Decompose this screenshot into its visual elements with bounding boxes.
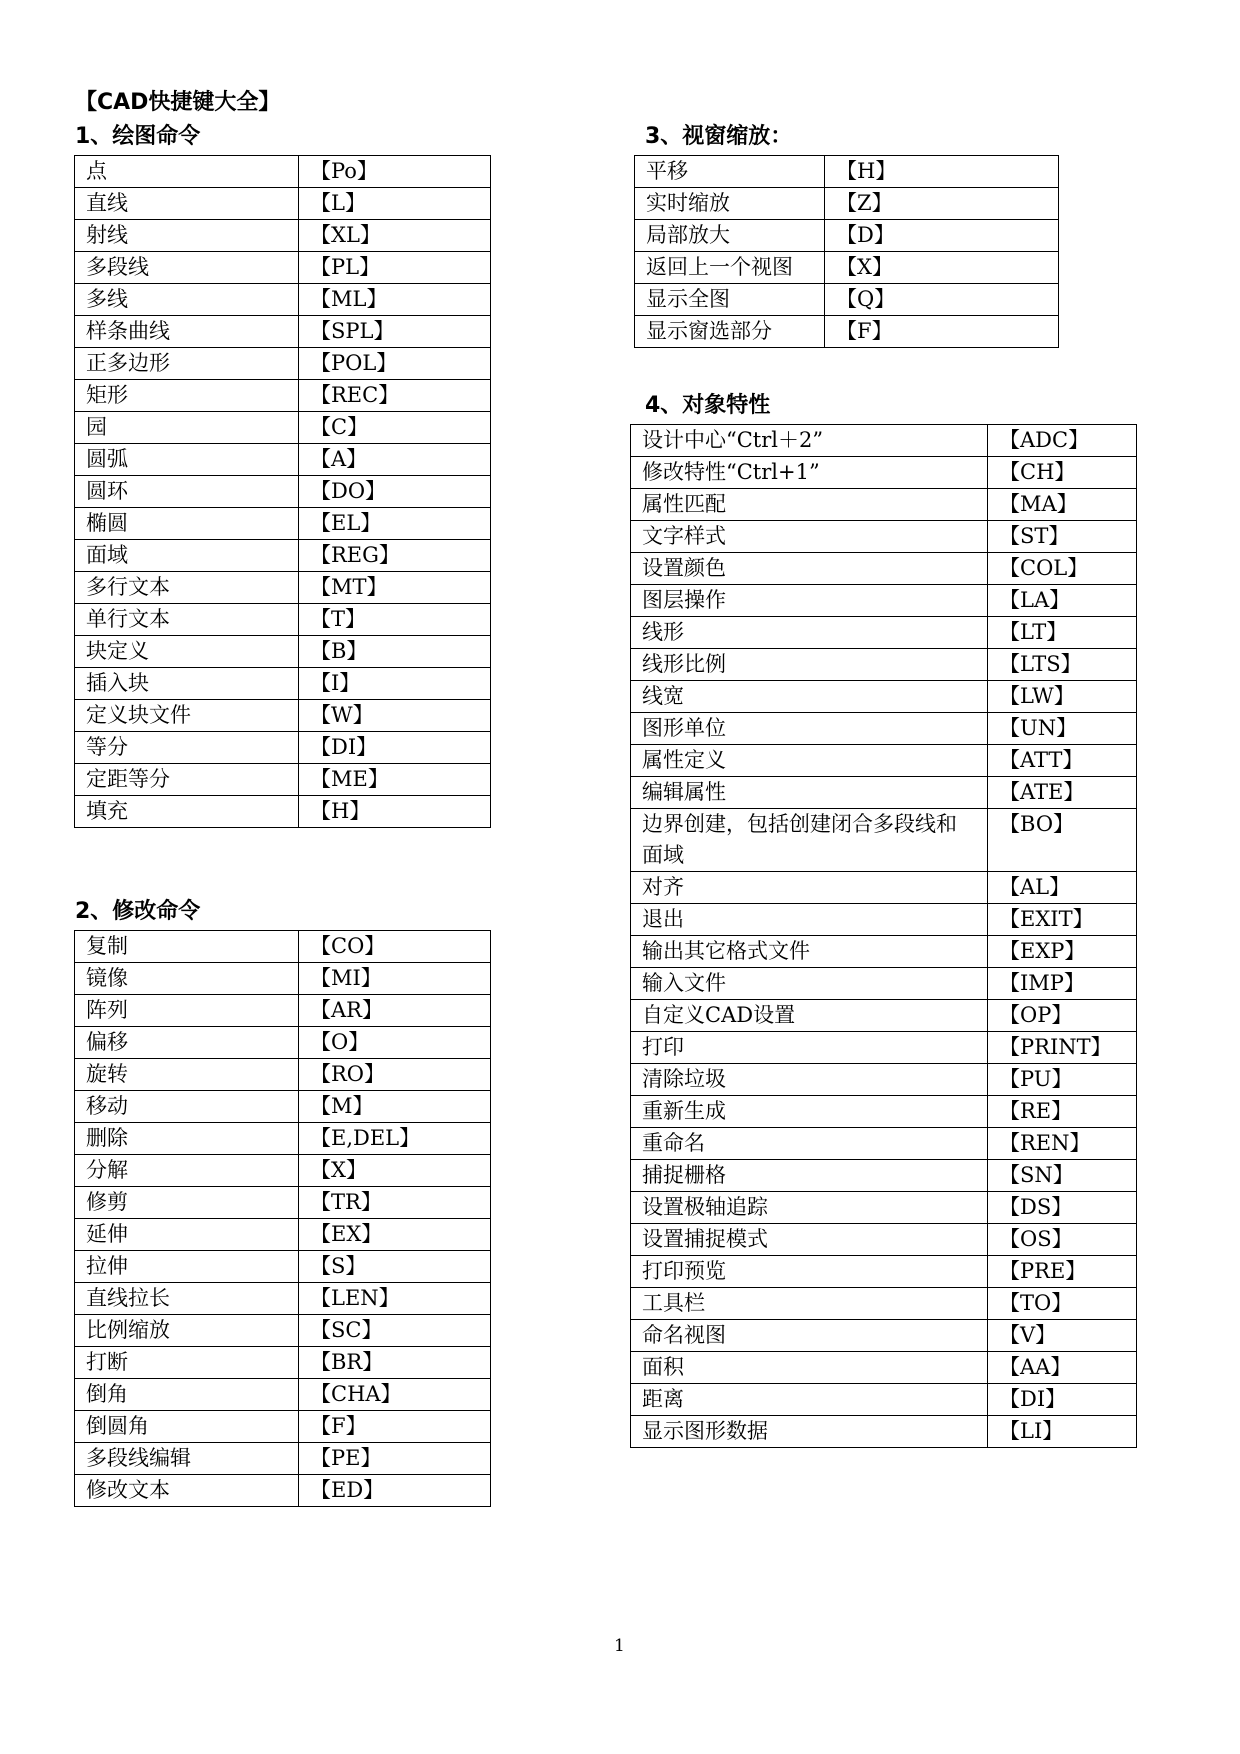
command-name: 正多边形 (75, 348, 299, 380)
command-name: 椭圆 (75, 508, 299, 540)
command-name: 属性匹配 (631, 489, 988, 521)
table-row (75, 1475, 491, 1507)
shortcut-key: 【AA】 (988, 1352, 1137, 1384)
shortcut-key: 【MI】 (299, 963, 491, 995)
command-name: 捕捉栅格 (631, 1160, 988, 1192)
shortcut-key: 【COL】 (988, 553, 1137, 585)
command-name: 镜像 (75, 963, 299, 995)
shortcut-key: 【ATE】 (988, 777, 1137, 809)
command-name: 线宽 (631, 681, 988, 713)
table-row (631, 1160, 1137, 1192)
table-row (631, 745, 1137, 777)
shortcut-key: 【ME】 (299, 764, 491, 796)
shortcut-key: 【RE】 (988, 1096, 1137, 1128)
shortcut-key: 【OP】 (988, 1000, 1137, 1032)
command-name: 修改文本 (75, 1475, 299, 1507)
table-row (75, 700, 491, 732)
command-name: 图形单位 (631, 713, 988, 745)
shortcut-key: 【EX】 (299, 1219, 491, 1251)
command-name: 多行文本 (75, 572, 299, 604)
shortcut-key: 【I】 (299, 668, 491, 700)
command-name: 拉伸 (75, 1251, 299, 1283)
zoom-commands-table (634, 155, 1059, 348)
shortcut-key: 【BO】 (988, 809, 1137, 872)
command-name: 显示窗选部分 (635, 316, 825, 348)
command-name: 修剪 (75, 1187, 299, 1219)
modify-commands-table (74, 930, 491, 1507)
shortcut-key: 【LTS】 (988, 649, 1137, 681)
command-name: 倒圆角 (75, 1411, 299, 1443)
table-row (75, 604, 491, 636)
command-name: 多段线编辑 (75, 1443, 299, 1475)
command-name: 样条曲线 (75, 316, 299, 348)
table-row (75, 1027, 491, 1059)
table-row (75, 444, 491, 476)
command-name: 设计中心“Ctrl＋2” (631, 425, 988, 457)
command-name: 插入块 (75, 668, 299, 700)
command-name: 重新生成 (631, 1096, 988, 1128)
command-name: 清除垃圾 (631, 1064, 988, 1096)
shortcut-key: 【TR】 (299, 1187, 491, 1219)
shortcut-key: 【L】 (299, 188, 491, 220)
command-name: 比例缩放 (75, 1315, 299, 1347)
table-row (75, 220, 491, 252)
shortcut-key: 【M】 (299, 1091, 491, 1123)
command-name: 移动 (75, 1091, 299, 1123)
command-name: 延伸 (75, 1219, 299, 1251)
table-row (75, 572, 491, 604)
command-name: 复制 (75, 931, 299, 963)
shortcut-key: 【LI】 (988, 1416, 1137, 1448)
shortcut-key: 【LT】 (988, 617, 1137, 649)
command-name: 块定义 (75, 636, 299, 668)
command-name: 打印 (631, 1032, 988, 1064)
table-row (75, 1379, 491, 1411)
shortcut-key: 【PU】 (988, 1064, 1137, 1096)
table-row (635, 284, 1059, 316)
shortcut-key: 【F】 (299, 1411, 491, 1443)
shortcut-key: 【REG】 (299, 540, 491, 572)
table-row (75, 732, 491, 764)
shortcut-key: 【Z】 (825, 188, 1059, 220)
table-row (631, 521, 1137, 553)
section-heading-object: 4、对象特性 (645, 393, 771, 418)
table-row (75, 1443, 491, 1475)
table-row (631, 457, 1137, 489)
command-name: 点 (75, 156, 299, 188)
command-name: 编辑属性 (631, 777, 988, 809)
shortcut-key: 【B】 (299, 636, 491, 668)
command-name: 圆环 (75, 476, 299, 508)
table-row (75, 476, 491, 508)
table-row (631, 1384, 1137, 1416)
shortcut-key: 【UN】 (988, 713, 1137, 745)
shortcut-key: 【PRE】 (988, 1256, 1137, 1288)
shortcut-key: 【MT】 (299, 572, 491, 604)
table-row (631, 1224, 1137, 1256)
command-name: 显示图形数据 (631, 1416, 988, 1448)
command-name: 定义块文件 (75, 700, 299, 732)
command-name: 打断 (75, 1347, 299, 1379)
table-row (631, 1064, 1137, 1096)
shortcut-key: 【V】 (988, 1320, 1137, 1352)
table-row (631, 1256, 1137, 1288)
command-name: 线形比例 (631, 649, 988, 681)
command-name: 局部放大 (635, 220, 825, 252)
shortcut-key: 【CH】 (988, 457, 1137, 489)
command-name: 多段线 (75, 252, 299, 284)
table-row (631, 713, 1137, 745)
command-name: 命名视图 (631, 1320, 988, 1352)
table-row (631, 777, 1137, 809)
table-row (75, 348, 491, 380)
table-row (75, 1091, 491, 1123)
table-row (631, 1000, 1137, 1032)
shortcut-key: 【DI】 (299, 732, 491, 764)
table-row (75, 316, 491, 348)
page-number: 1 (614, 1636, 625, 1656)
command-name: 修改特性“Ctrl+1” (631, 457, 988, 489)
table-row (631, 872, 1137, 904)
table-row (631, 1096, 1137, 1128)
command-name: 倒角 (75, 1379, 299, 1411)
table-row (75, 412, 491, 444)
table-row (631, 1416, 1137, 1448)
command-name: 图层操作 (631, 585, 988, 617)
shortcut-key: 【E,DEL】 (299, 1123, 491, 1155)
section-heading-zoom: 3、视窗缩放： (645, 124, 793, 149)
shortcut-key: 【LW】 (988, 681, 1137, 713)
shortcut-key: 【SN】 (988, 1160, 1137, 1192)
shortcut-key: 【A】 (299, 444, 491, 476)
shortcut-key: 【SC】 (299, 1315, 491, 1347)
shortcut-key: 【DS】 (988, 1192, 1137, 1224)
table-row (635, 188, 1059, 220)
table-row (75, 540, 491, 572)
table-row (75, 1123, 491, 1155)
shortcut-key: 【ADC】 (988, 425, 1137, 457)
table-row (631, 1288, 1137, 1320)
table-row (631, 1128, 1137, 1160)
shortcut-key: 【RO】 (299, 1059, 491, 1091)
command-name: 工具栏 (631, 1288, 988, 1320)
section-heading-modify: 2、修改命令 (75, 899, 201, 924)
table-row (75, 1219, 491, 1251)
table-row (631, 585, 1137, 617)
command-name: 圆弧 (75, 444, 299, 476)
table-row (631, 936, 1137, 968)
shortcut-key: 【ML】 (299, 284, 491, 316)
shortcut-key: 【PRINT】 (988, 1032, 1137, 1064)
command-name: 删除 (75, 1123, 299, 1155)
table-row (631, 1032, 1137, 1064)
shortcut-key: 【EXP】 (988, 936, 1137, 968)
shortcut-key: 【REN】 (988, 1128, 1137, 1160)
table-row (631, 489, 1137, 521)
table-row (75, 1411, 491, 1443)
command-name: 射线 (75, 220, 299, 252)
table-row (75, 1187, 491, 1219)
command-name: 面域 (75, 540, 299, 572)
shortcut-key: 【REC】 (299, 380, 491, 412)
table-row (75, 931, 491, 963)
command-name: 定距等分 (75, 764, 299, 796)
command-name: 偏移 (75, 1027, 299, 1059)
table-row (635, 252, 1059, 284)
shortcut-key: 【LA】 (988, 585, 1137, 617)
table-row (75, 764, 491, 796)
command-name: 平移 (635, 156, 825, 188)
command-name: 直线拉长 (75, 1283, 299, 1315)
shortcut-key: 【OS】 (988, 1224, 1137, 1256)
shortcut-key: 【Po】 (299, 156, 491, 188)
command-name: 返回上一个视图 (635, 252, 825, 284)
command-name: 输出其它格式文件 (631, 936, 988, 968)
shortcut-key: 【LEN】 (299, 1283, 491, 1315)
table-row (635, 156, 1059, 188)
table-row (635, 220, 1059, 252)
table-row (75, 1155, 491, 1187)
shortcut-key: 【F】 (825, 316, 1059, 348)
command-name: 等分 (75, 732, 299, 764)
command-name: 设置颜色 (631, 553, 988, 585)
shortcut-key: 【SPL】 (299, 316, 491, 348)
shortcut-key: 【IMP】 (988, 968, 1137, 1000)
table-row (75, 796, 491, 828)
command-name: 多线 (75, 284, 299, 316)
command-name: 实时缩放 (635, 188, 825, 220)
command-name: 单行文本 (75, 604, 299, 636)
shortcut-key: 【EXIT】 (988, 904, 1137, 936)
shortcut-key: 【ED】 (299, 1475, 491, 1507)
shortcut-key: 【MA】 (988, 489, 1137, 521)
table-row (75, 252, 491, 284)
shortcut-key: 【CO】 (299, 931, 491, 963)
table-row (75, 636, 491, 668)
shortcut-key: 【XL】 (299, 220, 491, 252)
table-row (75, 156, 491, 188)
shortcut-key: 【ST】 (988, 521, 1137, 553)
table-row (75, 963, 491, 995)
section-heading-draw: 1、绘图命令 (75, 124, 201, 149)
command-name: 显示全图 (635, 284, 825, 316)
command-name: 自定义CAD设置 (631, 1000, 988, 1032)
shortcut-key: 【O】 (299, 1027, 491, 1059)
command-name: 对齐 (631, 872, 988, 904)
command-name: 旋转 (75, 1059, 299, 1091)
table-row (631, 553, 1137, 585)
shortcut-key: 【EL】 (299, 508, 491, 540)
command-name: 阵列 (75, 995, 299, 1027)
command-name: 分解 (75, 1155, 299, 1187)
shortcut-key: 【BR】 (299, 1347, 491, 1379)
table-row (75, 668, 491, 700)
table-row (75, 1059, 491, 1091)
table-row (75, 380, 491, 412)
object-properties-table (630, 424, 1137, 1448)
command-name: 园 (75, 412, 299, 444)
table-row (75, 1347, 491, 1379)
table-row (631, 904, 1137, 936)
table-row (75, 1251, 491, 1283)
command-name: 面积 (631, 1352, 988, 1384)
shortcut-key: 【TO】 (988, 1288, 1137, 1320)
table-row (75, 508, 491, 540)
command-name: 距离 (631, 1384, 988, 1416)
shortcut-key: 【ATT】 (988, 745, 1137, 777)
command-name: 文字样式 (631, 521, 988, 553)
table-row (631, 1352, 1137, 1384)
command-name: 重命名 (631, 1128, 988, 1160)
table-row (635, 316, 1059, 348)
shortcut-key: 【D】 (825, 220, 1059, 252)
table-row (75, 1315, 491, 1347)
table-row (75, 188, 491, 220)
shortcut-key: 【DO】 (299, 476, 491, 508)
shortcut-key: 【W】 (299, 700, 491, 732)
table-row (75, 1283, 491, 1315)
shortcut-key: 【C】 (299, 412, 491, 444)
command-name: 输入文件 (631, 968, 988, 1000)
command-name: 线形 (631, 617, 988, 649)
document-title: 【CAD快捷键大全】 (75, 90, 281, 115)
shortcut-key: 【POL】 (299, 348, 491, 380)
shortcut-key: 【H】 (299, 796, 491, 828)
table-row (631, 1192, 1137, 1224)
command-name: 直线 (75, 188, 299, 220)
shortcut-key: 【Q】 (825, 284, 1059, 316)
command-name: 设置极轴追踪 (631, 1192, 988, 1224)
draw-commands-table (74, 155, 491, 828)
table-row (75, 284, 491, 316)
shortcut-key: 【PE】 (299, 1443, 491, 1475)
table-row (631, 809, 1137, 872)
table-row (631, 617, 1137, 649)
shortcut-key: 【X】 (299, 1155, 491, 1187)
shortcut-key: 【AR】 (299, 995, 491, 1027)
command-name: 填充 (75, 796, 299, 828)
table-row (631, 968, 1137, 1000)
shortcut-key: 【X】 (825, 252, 1059, 284)
table-row (75, 995, 491, 1027)
command-name: 边界创建，包括创建闭合多段线和面域 (631, 809, 988, 872)
shortcut-key: 【DI】 (988, 1384, 1137, 1416)
shortcut-key: 【PL】 (299, 252, 491, 284)
table-row (631, 649, 1137, 681)
command-name: 打印预览 (631, 1256, 988, 1288)
table-row (631, 681, 1137, 713)
command-name: 退出 (631, 904, 988, 936)
shortcut-key: 【CHA】 (299, 1379, 491, 1411)
shortcut-key: 【T】 (299, 604, 491, 636)
table-row (631, 425, 1137, 457)
shortcut-key: 【S】 (299, 1251, 491, 1283)
command-name: 设置捕捉模式 (631, 1224, 988, 1256)
shortcut-key: 【AL】 (988, 872, 1137, 904)
table-row (631, 1320, 1137, 1352)
command-name: 矩形 (75, 380, 299, 412)
command-name: 属性定义 (631, 745, 988, 777)
shortcut-key: 【H】 (825, 156, 1059, 188)
